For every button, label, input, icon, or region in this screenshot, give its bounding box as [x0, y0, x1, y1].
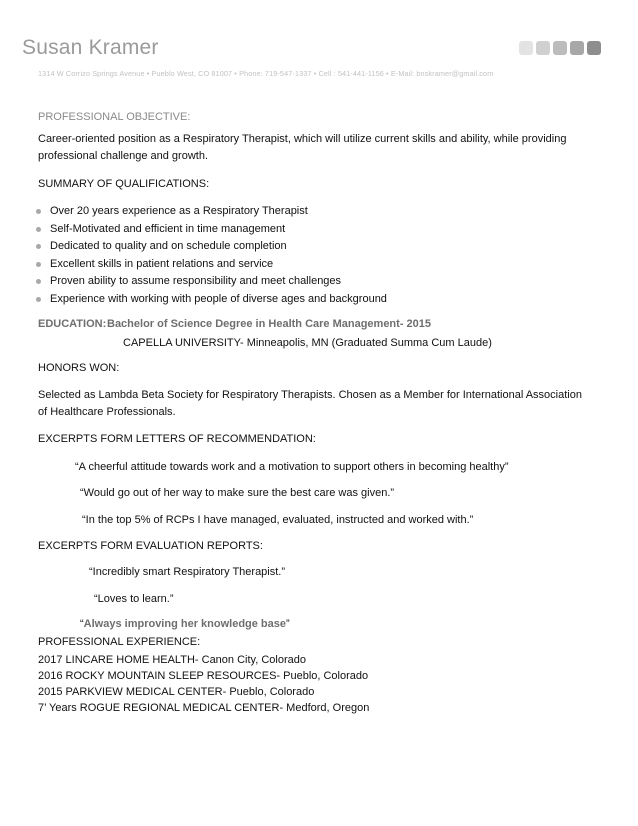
honors-line: Selected as Lambda Beta Society for Respiratory Therapists. Chosen as a Member for International Association [38, 389, 582, 401]
qualifications-heading: SUMMARY OF QUALIFICATIONS: [38, 178, 210, 190]
list-item [34, 221, 387, 239]
evaluation-quote: “Loves to learn.” [94, 593, 174, 605]
bullet-icon [36, 209, 41, 214]
experience-item: 2015 PARKVIEW MEDICAL CENTER- Pueblo, Colorado [38, 686, 315, 698]
decor-square [553, 41, 567, 55]
bullet-icon [36, 262, 41, 267]
decorative-squares [519, 41, 601, 55]
decor-square [536, 41, 550, 55]
honors-line: of Healthcare Professionals. [38, 406, 176, 418]
education-school: CAPELLA UNIVERSITY- Minneapolis, MN (Graduated Summa Cum Laude) [123, 337, 492, 349]
honors-heading: HONORS WON: [38, 362, 120, 374]
experience-item: 2017 LINCARE HOME HEALTH- Canon City, Colorado [38, 654, 306, 666]
objective-heading: PROFESSIONAL OBJECTIVE: [38, 111, 191, 123]
qualifications-list [34, 203, 387, 308]
bullet-icon [36, 227, 41, 232]
experience-heading: PROFESSIONAL EXPERIENCE: [38, 636, 201, 648]
list-item [34, 273, 387, 291]
evaluation-quote-text: Always improving her knowledge base [83, 618, 287, 630]
decor-square [519, 41, 533, 55]
objective-line: professional challenge and growth. [38, 150, 209, 162]
evaluations-heading: EXCERPTS FORM EVALUATION REPORTS: [38, 540, 263, 552]
letters-heading: EXCERPTS FORM LETTERS OF RECOMMENDATION: [38, 433, 316, 445]
recommendation-quote: “Would go out of her way to make sure the best care was given.” [80, 487, 395, 499]
list-item [34, 203, 387, 221]
list-item [34, 291, 387, 309]
bullet-icon [36, 297, 41, 302]
evaluation-quote: “Incredibly smart Respiratory Therapist.” [89, 566, 286, 578]
qualification-text: Excellent skills in patient relations and service [50, 257, 274, 270]
education-degree: Bachelor of Science Degree in Health Care Management- 2015 [107, 318, 432, 330]
contact-line: 1314 W Corrizo Springs Avenue • Pueblo West, CO 81007 • Phone: 719-547-1337 • Cell : 541-441-1156 • E-Mail: bnskramer@gmail.com [38, 69, 494, 78]
bullet-icon [36, 244, 41, 249]
list-item [34, 256, 387, 274]
qualification-text: Self-Motivated and efficient in time management [50, 222, 286, 235]
recommendation-quote: “A cheerful attitude towards work and a motivation to support others in becoming healthy” [75, 461, 509, 473]
qualification-text: Dedicated to quality and on schedule completion [50, 240, 287, 252]
education-label: EDUCATION: [38, 318, 107, 330]
recommendation-quote: “In the top 5% of RCPs I have managed, evaluated, instructed and worked with.” [82, 514, 474, 526]
list-item [34, 238, 387, 256]
experience-item: 2016 ROCKY MOUNTAIN SLEEP RESOURCES- Pueblo, Colorado [38, 670, 369, 682]
candidate-name: Susan Kramer [22, 36, 159, 59]
decor-square [587, 41, 601, 55]
qualification-text: Over 20 years experience as a Respiratory Therapist [50, 205, 308, 217]
objective-line: Career-oriented position as a Respiratory Therapist, which will utilize current skills and ability, while providing [38, 133, 567, 145]
decor-square [570, 41, 584, 55]
qualification-text: Proven ability to assume responsibility and meet challenges [50, 275, 342, 287]
experience-item: 7’ Years ROGUE REGIONAL MEDICAL CENTER- Medford, Oregon [38, 702, 370, 714]
evaluation-quote: “Always improving her knowledge base” [80, 618, 290, 630]
qualification-text: Experience with working with people of diverse ages and background [50, 292, 387, 305]
bullet-icon [36, 279, 41, 284]
